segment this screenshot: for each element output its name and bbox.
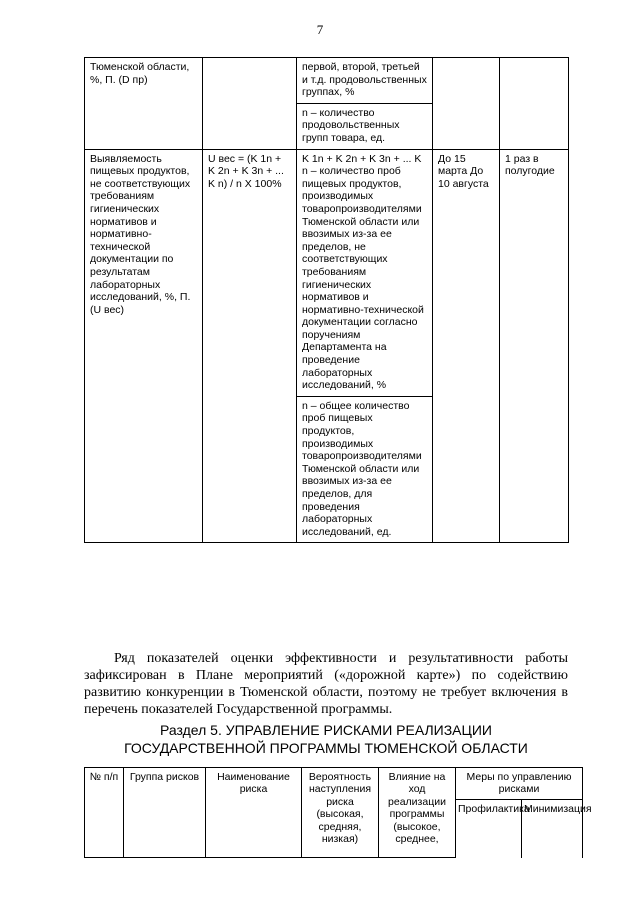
- formula-cell: U вес = (K 1n + K 2n + K 3n + ... K n) / n X 100%: [203, 149, 297, 543]
- frequency-cell: [500, 58, 569, 150]
- indicator-cell: Тюменской области, %, П. (D пр): [85, 58, 203, 150]
- indicator-cell: Выявляемость пищевых продуктов, не соответствующих требованиям гигиенических нормативов и нормативно-технической документации по результатам лабораторных исследований, %, П. (U вес): [85, 149, 203, 543]
- definition-cell: K 1n + K 2n + K 3n + ... K n – количество проб пищевых продуктов, производимых товаропроизводителями Тюменской области или ввозимых из-за ее пределов, не соответствующих требованиям гигиенических нормативов и нормативно-технической документации согласно поручениям Департамента на проведение лабораторных исследований, %: [297, 149, 433, 396]
- header-group: Группа рисков: [124, 768, 206, 858]
- definition-cell: n – количество продовольственных групп товара, ед.: [297, 103, 433, 149]
- header-minimization: Минимизация: [522, 799, 583, 858]
- header-probability: Вероятность наступления риска (высокая, средняя, низкая): [302, 768, 379, 858]
- table-header-row: [85, 768, 583, 800]
- table-row: [85, 58, 569, 104]
- frequency-cell: 1 раз в полугодие: [500, 149, 569, 543]
- header-impact: Влияние на ход реализации программы (высокое, среднее,: [379, 768, 456, 858]
- definition-cell: первой, второй, третьей и т.д. продовольственных группах, %: [297, 58, 433, 104]
- deadline-cell: [433, 58, 500, 150]
- header-measures: Меры по управлению рисками: [456, 768, 583, 800]
- header-prevention: Профилактика: [456, 799, 522, 858]
- header-num: № п/п: [85, 768, 124, 858]
- definition-cell: n – общее количество проб пищевых продуктов, производимых товаропроизводителями Тюменской области или ввозимых из-за ее пределов, для проведения лабораторных исследований, ед.: [297, 396, 433, 543]
- section-title-line: ГОСУДАРСТВЕННОЙ ПРОГРАММЫ ТЮМЕНСКОЙ ОБЛАСТИ: [124, 740, 528, 756]
- deadline-cell: До 15 марта До 10 августа: [433, 149, 500, 543]
- body-paragraph: Ряд показателей оценки эффективности и результативности работы зафиксирован в Плане мероприятий («дорожной карте») по содействию развитию конкуренции в Тюменской области, поэтому не требует включения в перечень показателей Государственной программы.: [84, 651, 568, 717]
- formula-cell: [203, 58, 297, 150]
- table-row: [85, 149, 569, 396]
- indicators-table: [84, 57, 569, 543]
- header-name: Наименование риска: [206, 768, 302, 858]
- section-title: [84, 721, 568, 757]
- risk-table: [84, 767, 592, 858]
- section-title-line: Раздел 5. УПРАВЛЕНИЕ РИСКАМИ РЕАЛИЗАЦИИ: [160, 722, 492, 738]
- page-number: 7: [316, 22, 324, 37]
